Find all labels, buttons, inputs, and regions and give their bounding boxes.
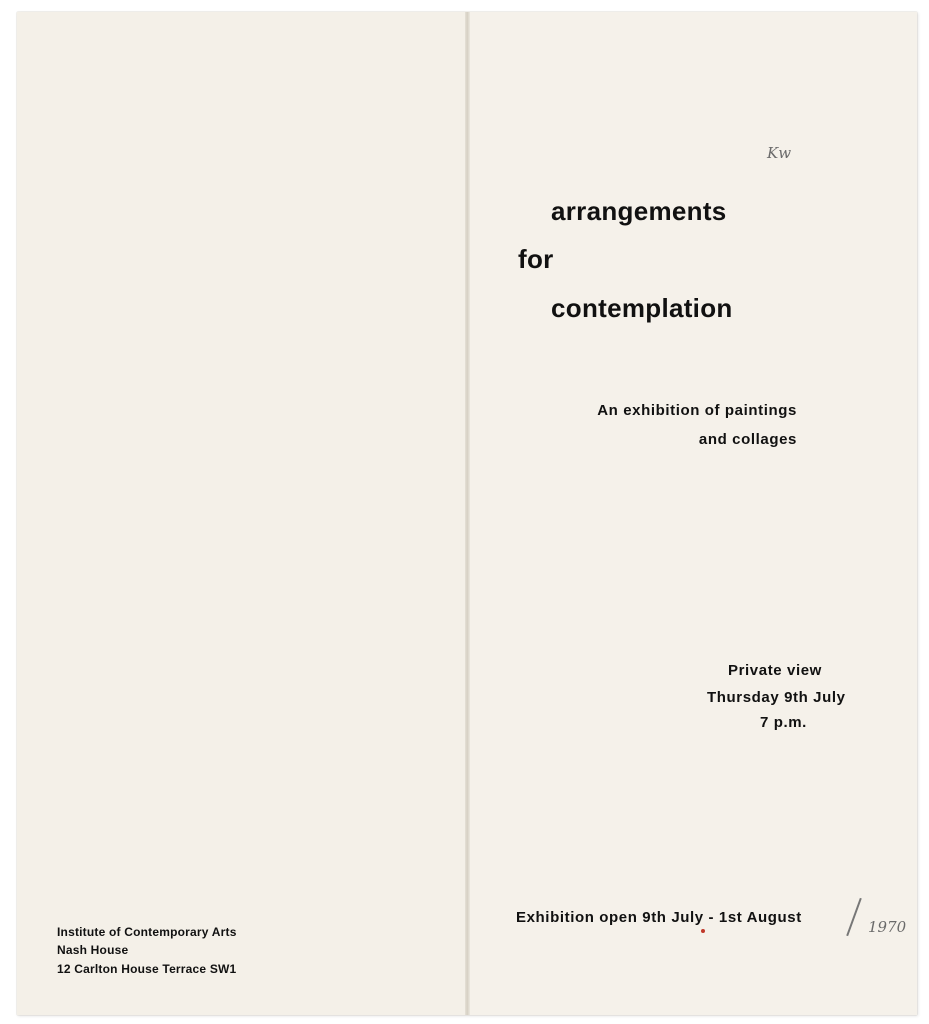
right-panel [469, 12, 917, 1015]
folded-invitation-card [17, 12, 917, 1015]
address-line-1: Institute of Contemporary Arts [57, 925, 237, 939]
private-view-time: 7 p.m. [760, 714, 807, 731]
handwritten-year: 1970 [868, 918, 907, 936]
exhibition-dates: Exhibition open 9th July - 1st August [516, 909, 802, 926]
left-panel [17, 12, 467, 1015]
handwritten-initials: Kw [767, 144, 792, 162]
private-view-date: Thursday 9th July [707, 689, 846, 706]
private-view-label: Private view [728, 662, 822, 679]
address-line-2: Nash House [57, 943, 129, 957]
subtitle-line-1: An exhibition of paintings [597, 402, 797, 419]
title-line-2: for [518, 244, 554, 274]
title-line-1: arrangements [551, 196, 727, 226]
address-line-3: 12 Carlton House Terrace SW1 [57, 962, 237, 976]
subtitle-line-2: and collages [698, 431, 797, 448]
red-ink-dot [701, 929, 705, 933]
center-fold [465, 12, 470, 1015]
title-line-3: contemplation [551, 293, 733, 323]
